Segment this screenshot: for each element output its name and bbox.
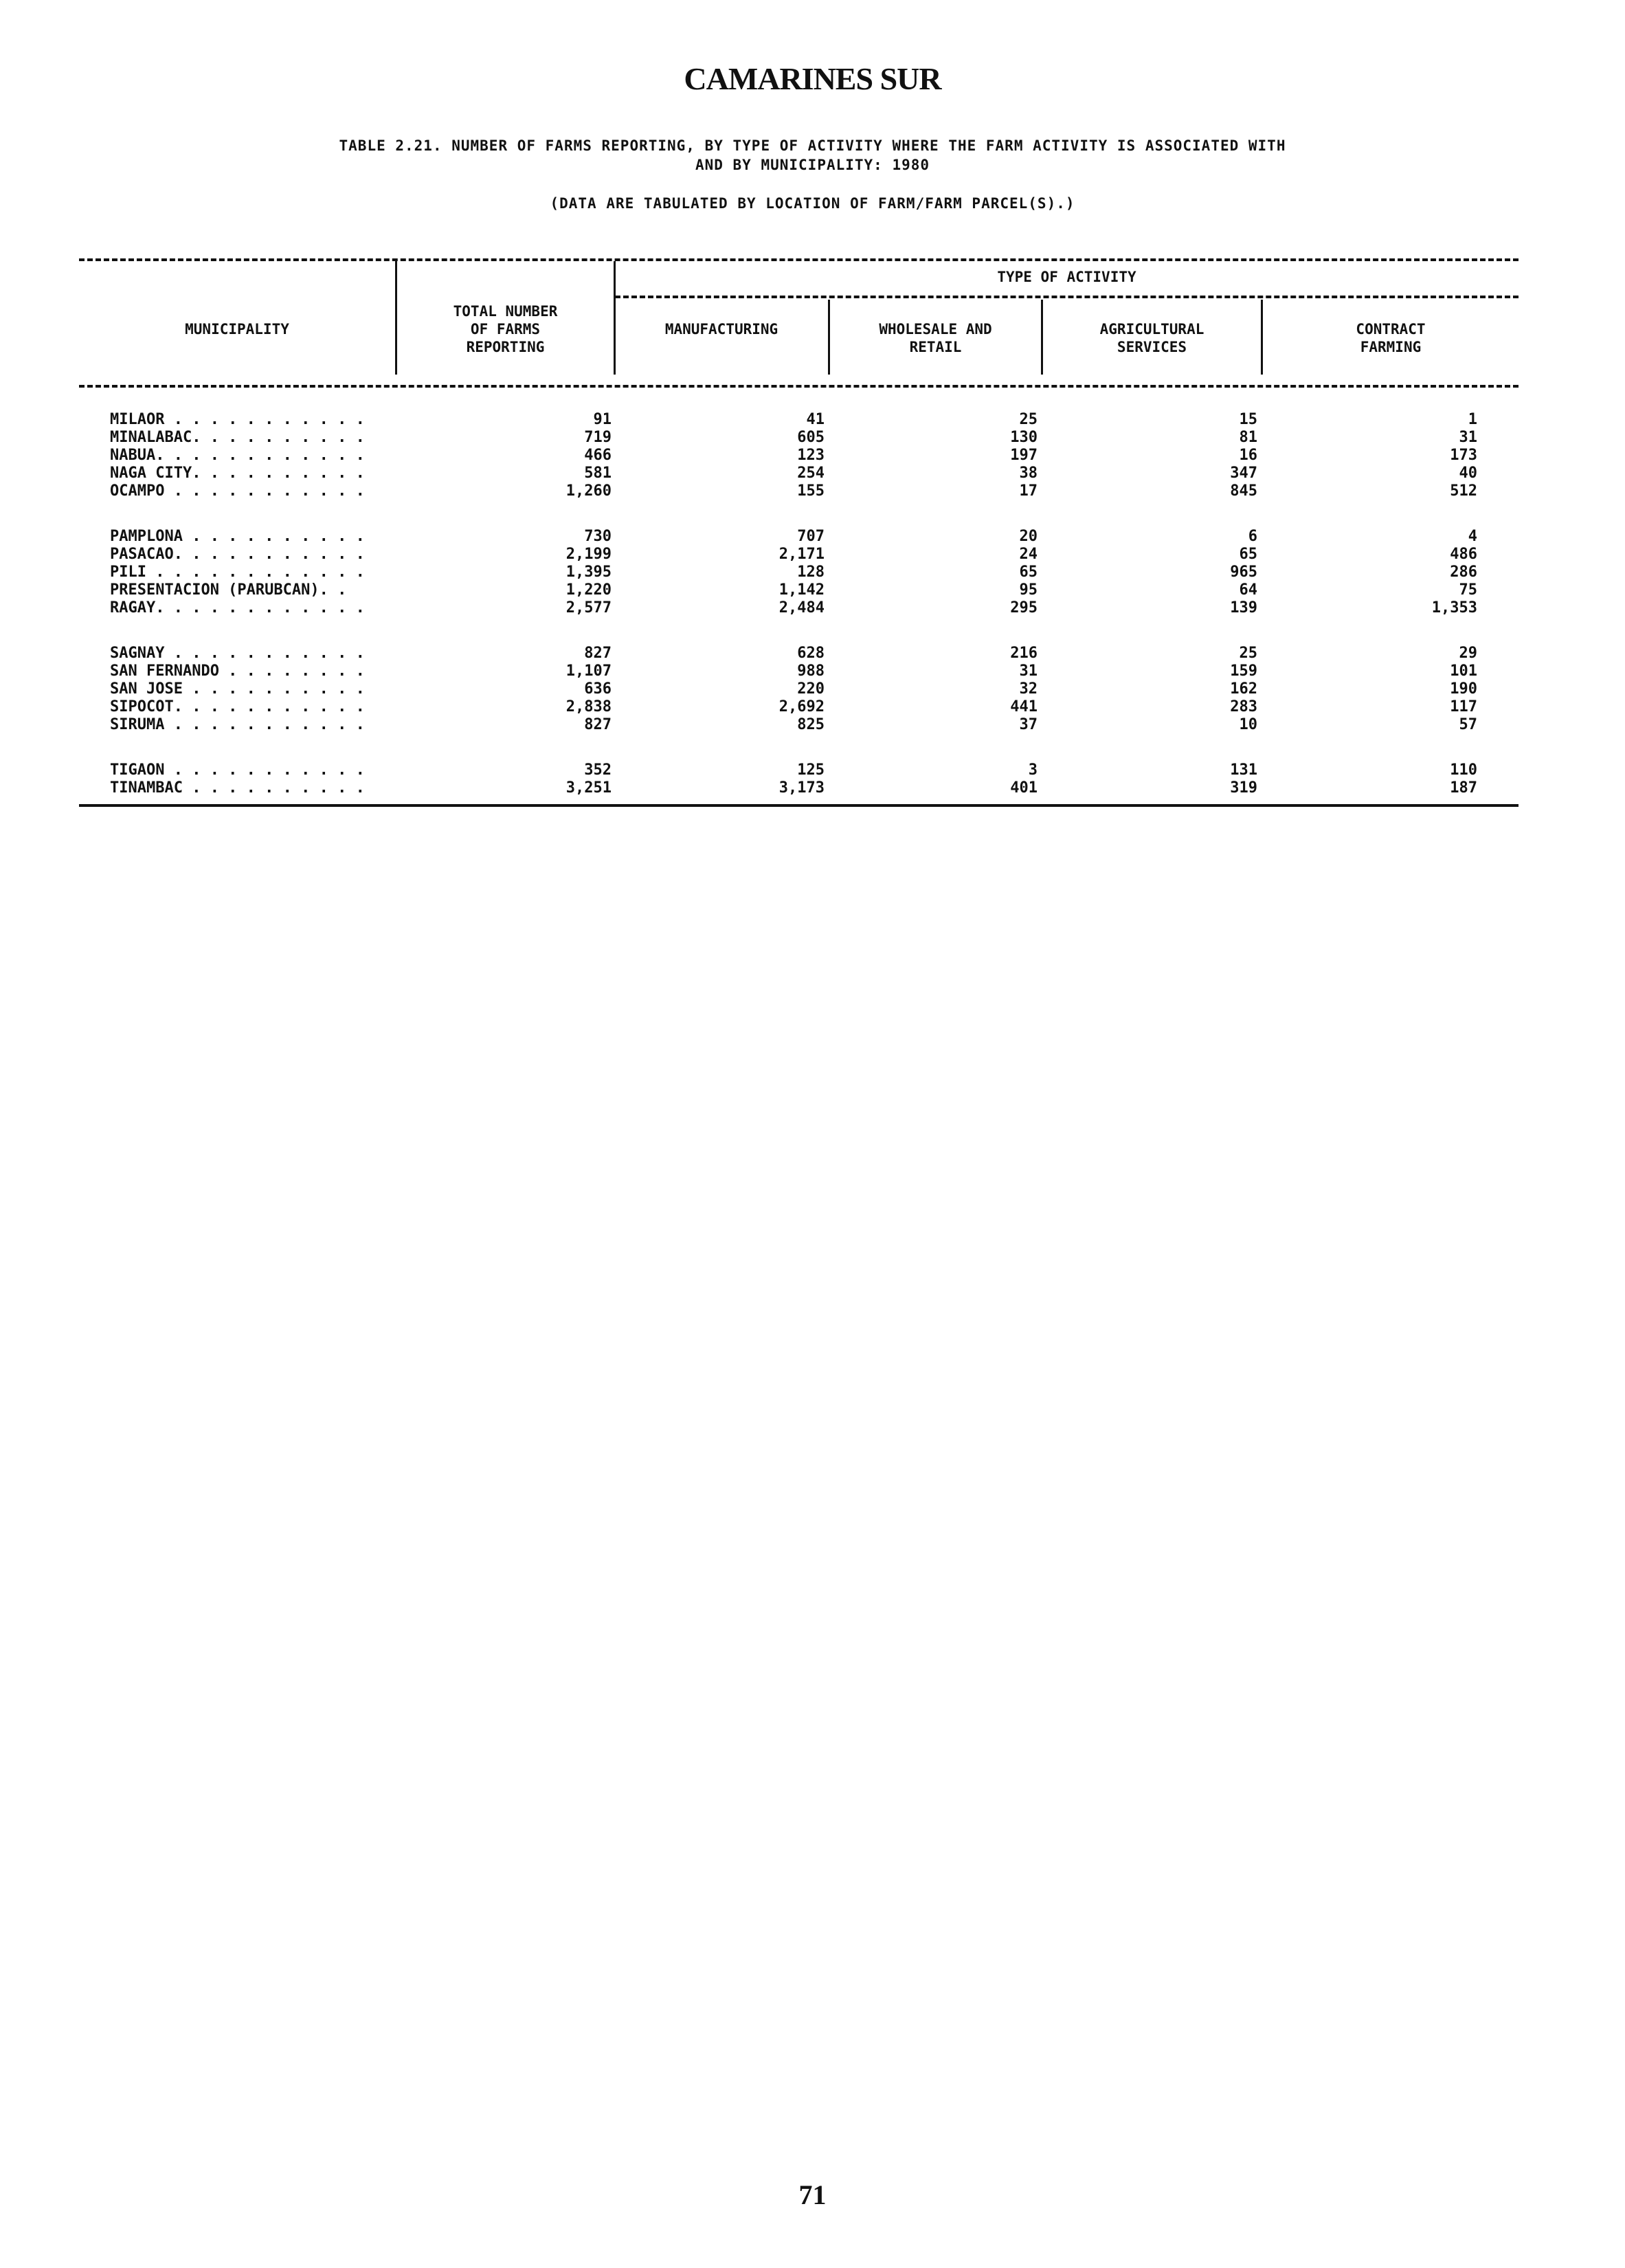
- table-row: [0, 779, 1625, 797]
- header-wholesale: WHOLESALE AND RETAIL: [879, 321, 992, 355]
- total-cell: 1,107: [565, 663, 612, 680]
- contract-cell: 110: [1450, 761, 1477, 779]
- total-cell: 719: [584, 429, 612, 446]
- total-cell: 91: [593, 411, 612, 428]
- wholesale-cell: 37: [1019, 716, 1038, 733]
- header-bottom-rule: [79, 385, 1518, 388]
- agricultural-cell: 10: [1239, 716, 1257, 733]
- header-manufacturing: MANUFACTURING: [664, 321, 778, 337]
- wholesale-cell: 24: [1019, 546, 1038, 563]
- total-cell: 466: [584, 447, 612, 464]
- agricultural-cell: 319: [1230, 779, 1257, 797]
- table-row: [0, 546, 1625, 564]
- wholesale-cell: 65: [1019, 564, 1038, 581]
- wholesale-cell: 295: [1010, 599, 1038, 616]
- contract-cell: 486: [1450, 546, 1477, 563]
- table-row: [0, 564, 1625, 581]
- contract-cell: 190: [1450, 680, 1477, 698]
- total-cell: 1,260: [565, 482, 612, 500]
- total-cell: 1,220: [565, 581, 612, 599]
- total-cell: 352: [584, 761, 612, 779]
- agricultural-cell: 347: [1230, 465, 1257, 482]
- page-number: 71: [798, 2179, 827, 2210]
- activity-subrule: [615, 296, 1518, 298]
- agricultural-cell: 64: [1239, 581, 1257, 599]
- municipality-cell: NABUA. . . . . . . . . . . .: [110, 447, 365, 464]
- wholesale-cell: 17: [1019, 482, 1038, 500]
- municipality-cell: RAGAY. . . . . . . . . . . .: [110, 599, 365, 616]
- manufacturing-cell: 2,484: [778, 599, 825, 616]
- manufacturing-cell: 3,173: [778, 779, 825, 797]
- wholesale-cell: 3: [1028, 761, 1038, 779]
- agricultural-cell: 81: [1239, 429, 1257, 446]
- agricultural-cell: 6: [1248, 528, 1257, 545]
- agricultural-cell: 131: [1230, 761, 1257, 779]
- municipality-cell: SAN FERNANDO . . . . . . . .: [110, 663, 365, 680]
- manufacturing-cell: 125: [797, 761, 825, 779]
- total-cell: 1,395: [565, 564, 612, 581]
- contract-cell: 29: [1459, 645, 1477, 662]
- table-row: [0, 411, 1625, 429]
- table-row: [0, 663, 1625, 680]
- table-row: [0, 447, 1625, 465]
- wholesale-cell: 25: [1019, 411, 1038, 428]
- municipality-cell: PASACAO. . . . . . . . . . .: [110, 546, 365, 563]
- header-contract: CONTRACT FARMING: [1356, 321, 1426, 355]
- manufacturing-cell: 155: [797, 482, 825, 500]
- table-row: [0, 716, 1625, 734]
- header-municipality: MUNICIPALITY: [185, 321, 289, 337]
- agricultural-cell: 159: [1230, 663, 1257, 680]
- agricultural-cell: 845: [1230, 482, 1257, 500]
- header-agricultural: AGRICULTURAL SERVICES: [1099, 321, 1204, 355]
- table-title-line2: AND BY MUNICIPALITY: 1980: [695, 157, 930, 173]
- province-heading: CAMARINES SUR: [684, 61, 941, 96]
- contract-cell: 1,353: [1431, 599, 1477, 616]
- wholesale-cell: 130: [1010, 429, 1038, 446]
- table-row: [0, 680, 1625, 698]
- table-row: [0, 429, 1625, 447]
- table-row: [0, 528, 1625, 546]
- manufacturing-cell: 2,692: [778, 698, 825, 715]
- total-cell: 2,199: [565, 546, 612, 563]
- header-total: TOTAL NUMBER OF FARMS REPORTING: [453, 303, 558, 355]
- total-cell: 827: [584, 716, 612, 733]
- table-title-line1: TABLE 2.21. NUMBER OF FARMS REPORTING, BY TYPE OF ACTIVITY WHERE THE FARM ACTIVITY IS ASSOCIATED WITH: [339, 137, 1286, 154]
- agricultural-cell: 25: [1239, 645, 1257, 662]
- table-bottom-rule: [79, 804, 1518, 807]
- manufacturing-cell: 825: [797, 716, 825, 733]
- total-cell: 636: [584, 680, 612, 698]
- agricultural-cell: 139: [1230, 599, 1257, 616]
- contract-cell: 31: [1459, 429, 1477, 446]
- contract-cell: 75: [1459, 581, 1477, 599]
- table-row: [0, 581, 1625, 599]
- table-row: [0, 482, 1625, 500]
- total-cell: 730: [584, 528, 612, 545]
- wholesale-cell: 216: [1010, 645, 1038, 662]
- municipality-cell: MILAOR . . . . . . . . . . .: [110, 411, 365, 428]
- manufacturing-cell: 220: [797, 680, 825, 698]
- municipality-cell: SAN JOSE . . . . . . . . . .: [110, 680, 365, 698]
- agricultural-cell: 283: [1230, 698, 1257, 715]
- contract-cell: 187: [1450, 779, 1477, 797]
- agricultural-cell: 16: [1239, 447, 1257, 464]
- contract-cell: 512: [1450, 482, 1477, 500]
- municipality-cell: NAGA CITY. . . . . . . . . .: [110, 465, 365, 482]
- agricultural-cell: 65: [1239, 546, 1257, 563]
- total-cell: 827: [584, 645, 612, 662]
- manufacturing-cell: 605: [797, 429, 825, 446]
- contract-cell: 57: [1459, 716, 1477, 733]
- municipality-cell: TIGAON . . . . . . . . . . .: [110, 761, 365, 779]
- wholesale-cell: 31: [1019, 663, 1038, 680]
- wholesale-cell: 38: [1019, 465, 1038, 482]
- municipality-cell: SIPOCOT. . . . . . . . . . .: [110, 698, 365, 715]
- total-cell: 2,577: [565, 599, 612, 616]
- manufacturing-cell: 707: [797, 528, 825, 545]
- manufacturing-cell: 123: [797, 447, 825, 464]
- municipality-cell: OCAMPO . . . . . . . . . . .: [110, 482, 365, 500]
- total-cell: 3,251: [565, 779, 612, 797]
- total-cell: 2,838: [565, 698, 612, 715]
- manufacturing-cell: 254: [797, 465, 825, 482]
- table-row: [0, 465, 1625, 482]
- municipality-cell: PILI . . . . . . . . . . . .: [110, 564, 365, 581]
- table-row: [0, 645, 1625, 663]
- manufacturing-cell: 1,142: [778, 581, 825, 599]
- table-row: [0, 698, 1625, 716]
- contract-cell: 101: [1450, 663, 1477, 680]
- wholesale-cell: 20: [1019, 528, 1038, 545]
- contract-cell: 173: [1450, 447, 1477, 464]
- municipality-cell: SAGNAY . . . . . . . . . . .: [110, 645, 365, 662]
- table-top-rule: [79, 258, 1518, 261]
- municipality-cell: PAMPLONA . . . . . . . . . .: [110, 528, 365, 545]
- contract-cell: 1: [1468, 411, 1477, 428]
- municipality-cell: MINALABAC. . . . . . . . . .: [110, 429, 365, 446]
- wholesale-cell: 197: [1010, 447, 1038, 464]
- contract-cell: 117: [1450, 698, 1477, 715]
- municipality-cell: SIRUMA . . . . . . . . . . .: [110, 716, 365, 733]
- table-note: (DATA ARE TABULATED BY LOCATION OF FARM/FARM PARCEL(S).): [550, 195, 1075, 212]
- agricultural-cell: 162: [1230, 680, 1257, 698]
- table-row: [0, 761, 1625, 779]
- total-cell: 581: [584, 465, 612, 482]
- contract-cell: 4: [1468, 528, 1477, 545]
- agricultural-cell: 15: [1239, 411, 1257, 428]
- municipality-cell: TINAMBAC . . . . . . . . . .: [110, 779, 365, 797]
- manufacturing-cell: 628: [797, 645, 825, 662]
- header-type-of-activity: TYPE OF ACTIVITY: [997, 269, 1136, 285]
- table-row: [0, 599, 1625, 617]
- manufacturing-cell: 988: [797, 663, 825, 680]
- contract-cell: 40: [1459, 465, 1477, 482]
- wholesale-cell: 32: [1019, 680, 1038, 698]
- wholesale-cell: 441: [1010, 698, 1038, 715]
- contract-cell: 286: [1450, 564, 1477, 581]
- municipality-cell: PRESENTACION (PARUBCAN). .: [110, 581, 347, 599]
- wholesale-cell: 95: [1019, 581, 1038, 599]
- wholesale-cell: 401: [1010, 779, 1038, 797]
- manufacturing-cell: 2,171: [778, 546, 825, 563]
- agricultural-cell: 965: [1230, 564, 1257, 581]
- manufacturing-cell: 128: [797, 564, 825, 581]
- manufacturing-cell: 41: [806, 411, 825, 428]
